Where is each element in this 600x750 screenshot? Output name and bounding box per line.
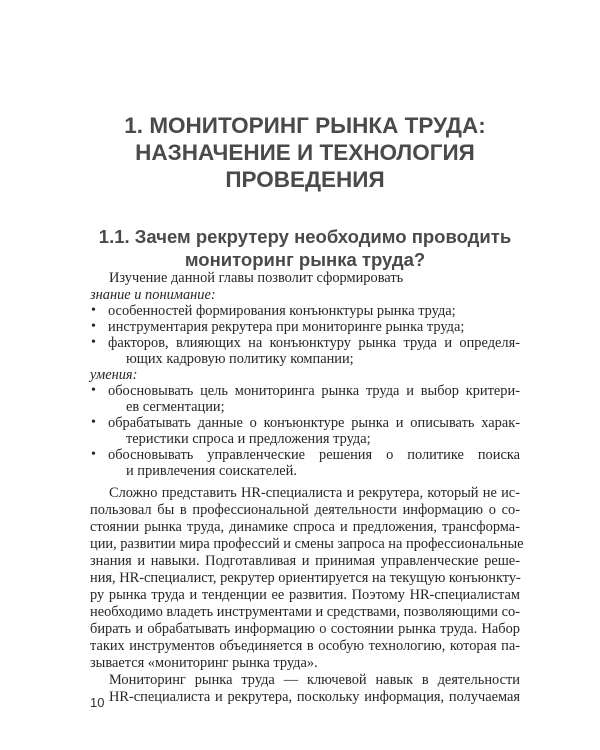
paragraph-line: зывается «мониторинг рынка труда».: [90, 655, 318, 671]
chapter-title-line: ПРОВЕДЕНИЯ: [225, 167, 385, 192]
skills-item-continued: ев сегментации;: [126, 399, 225, 415]
knowledge-item: факторов, влияющих на конъюнктуру рынка труда и определя-: [108, 335, 520, 351]
paragraph-line: стоянии рынка труда, динамике спроса и предложения, трансформа-: [90, 519, 520, 535]
intro-text: Изучение данной главы позволит сформировать: [109, 270, 404, 286]
section-title: [90, 225, 520, 271]
paragraph-line: Сложно представить HR-специалиста и рекрутера, который не ис-: [109, 485, 520, 501]
paragraph-line: пользовал бы в профессиональной деятельности информацию о со-: [90, 502, 520, 518]
bullet-icon: •: [91, 447, 96, 462]
page-number: 10: [90, 695, 105, 710]
paragraph-line: ния, HR-специалист, рекрутер ориентируется на текущую конъюнкту-: [90, 570, 521, 586]
skills-item-continued: и привлечения соискателей.: [126, 463, 297, 479]
paragraph-line: ции, развитии мира профессий и смены запроса на профессиональные: [90, 536, 524, 552]
paragraph-line: HR-специалиста и рекрутера, поскольку информация, получаемая: [109, 689, 520, 705]
knowledge-item: особенностей формирования конъюнктуры рынка труда;: [108, 303, 456, 319]
knowledge-item-continued: ющих кадровую политику компании;: [126, 351, 354, 367]
paragraph-line: знания и навыки. Подготавливая и принимая управленческие реше-: [90, 553, 520, 569]
bullet-icon: •: [91, 319, 96, 334]
section-title-line: мониторинг рынка труда?: [184, 249, 426, 270]
skills-item: обосновывать управленческие решения о политике поиска: [108, 447, 520, 463]
section-title-line: 1.1. Зачем рекрутеру необходимо проводить: [98, 226, 512, 247]
bullet-icon: •: [91, 415, 96, 430]
bullet-icon: •: [91, 303, 96, 318]
skills-item: обрабатывать данные о конъюнктуре рынка и описывать харак-: [108, 415, 520, 431]
knowledge-heading: знание и понимание:: [90, 287, 216, 303]
paragraph-line: ру рынка труда и тенденции ее развития. Поэтому HR-специалистам: [90, 587, 520, 603]
bullet-icon: •: [91, 383, 96, 398]
skills-item: обосновывать цель мониторинга рынка труда и выбор критери-: [108, 383, 520, 399]
skills-heading: умения:: [90, 367, 138, 383]
paragraph-line: Мониторинг рынка труда — ключевой навык в деятельности: [109, 672, 520, 688]
paragraph-line: таких инструментов объединяется в особую технологию, которая па-: [90, 638, 520, 654]
chapter-title: [90, 112, 520, 193]
chapter-title-line: 1. МОНИТОРИНГ РЫНКА ТРУДА:: [124, 113, 486, 138]
bullet-icon: •: [91, 335, 96, 350]
skills-item-continued: теристики спроса и предложения труда;: [126, 431, 371, 447]
paragraph-line: бирать и обрабатывать информацию о состоянии рынка труда. Набор: [90, 621, 520, 637]
chapter-title-line: НАЗНАЧЕНИЕ И ТЕХНОЛОГИЯ: [135, 140, 475, 165]
paragraph-line: необходимо владеть инструментами и средствами, позволяющими со-: [90, 604, 520, 620]
knowledge-item: инструментария рекрутера при мониторинге рынка труда;: [108, 319, 465, 335]
